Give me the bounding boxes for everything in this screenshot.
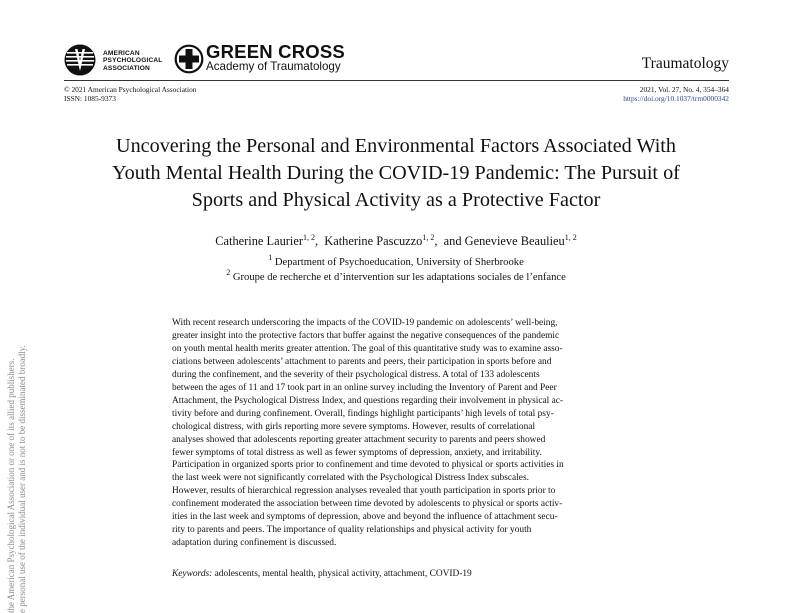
abstract-line: greater insight into the protective factors that buffer against the negative consequences of the pandemic [172, 330, 560, 341]
abstract-line: adaptation during confinement is discussed. [172, 538, 337, 549]
apa-logo-icon [64, 44, 98, 76]
publication-info-left [64, 86, 196, 103]
abstract [172, 317, 621, 550]
affiliation-2: $^2$ Groupe de recherche et d’intervention sur les adaptations sociales de l’enfance [226, 268, 566, 283]
header-rule [64, 80, 729, 81]
abstract-line: fewer symptoms of total distress as well as fewer symptoms of depression, anxiety, and irritability. [172, 447, 542, 458]
doi-link[interactable]: https://doi.org/10.1037/trm0000342 [623, 93, 729, 103]
abstract-line: ciations between adolescents’ attachment to parents and peers, their participation in sports before and [172, 356, 552, 367]
green-cross-icon [174, 44, 204, 74]
abstract-line: With recent research underscoring the impacts of the COVID-19 pandemic on adolescents’ well-being, [172, 318, 558, 328]
abstract-line: analyses showed that adolescents reporting greater attachment security to parents and peers showed [172, 434, 546, 445]
author-affiliation-mark: 1, 2 [302, 233, 315, 242]
abstract-line: tivity before and during confinement. Overall, findings highlight participants’ high levels of total psy- [172, 408, 554, 419]
green-cross-logo [174, 43, 354, 77]
copyright-text: © 2021 American Psychological Association [64, 85, 197, 94]
abstract-line: ities in the last week and symptoms of depression, above and beyond the influence of attachment secu- [172, 512, 558, 523]
green-cross-subtitle: Academy of Traumatology [206, 60, 341, 73]
apa-logo-text: AMERICAN PSYCHOLOGICAL ASSOCIATION [103, 50, 163, 72]
abstract-line: chological distress, with girls reporting more severe symptoms. However, results of correlational [172, 421, 536, 432]
journal-name: Traumatology [641, 55, 729, 72]
abstract-line: during the confinement, and the severity of their psychological distress. A total of 133 adolescents [172, 369, 540, 380]
abstract-line: confinement moderated the association between time devoted by adolescents to physical or sports activ- [172, 499, 563, 510]
issn-text: ISSN: 1085-9373 [64, 93, 116, 103]
affiliation-1: $^1$ Department of Psychoeducation, University of Sherbrooke [268, 253, 524, 268]
abstract-line: rity to parents and peers. The importance of quality relationships and physical activity for youth [172, 525, 532, 536]
abstract-line: the last week were not significantly correlated with the Psychological Distress Index subscales. [172, 473, 529, 484]
author-affiliation-mark: 1, 2 [564, 233, 577, 242]
abstract-line: between the ages of 11 and 17 took part in an online survey including the Inventory of Parent and Peer [172, 382, 557, 393]
author-name: Katherine Pascuzzo [324, 234, 423, 248]
abstract-line: Attachment, the Psychological Distress Index, and questions regarding their involvement in physical ac- [172, 395, 564, 406]
author-list: Catherine Laurier$^{1, 2}$, Katherine Pascuzzo$^{1, 2}$, and Genevieve Beaulieu$^{1, 2}$ [215, 233, 577, 248]
article-title: Uncovering the Personal and Environmental Factors Associated With Youth Mental Health During the COVID-19 Pandemic: The Pursuit of Sports and Physical Activity as a Protective Factor [112, 135, 680, 211]
keywords-label: Keywords: [172, 569, 213, 579]
abstract-line: Participation in organized sports prior to confinement and time devoted to physical or sports activities in [172, 460, 564, 471]
keywords-list: adolescents, mental health, physical activity, attachment, COVID-19 [214, 569, 472, 579]
volume-text: 2021, Vol. 27, No. 4, 354–364 [639, 85, 729, 94]
apa-logo [64, 44, 163, 76]
publication-info-right [623, 86, 729, 103]
abstract-line: on youth mental health merits greater attention. The goal of this quantitative study was to examine asso- [172, 343, 563, 354]
abstract-line: However, results of hierarchical regression analyses revealed that youth participation in sports prior to [172, 486, 556, 497]
author-affiliation-mark: 1, 2 [422, 233, 435, 242]
author-name: and Genevieve Beaulieu [443, 234, 565, 248]
author-name: Catherine Laurier [215, 234, 303, 248]
side-notice: the American Psychological Association or one of its allied publishers. e personal use of the individual user and is not to be disseminated broadly. [6, 345, 27, 613]
green-cross-title: GREEN CROSS [206, 41, 345, 62]
keywords [172, 569, 621, 579]
